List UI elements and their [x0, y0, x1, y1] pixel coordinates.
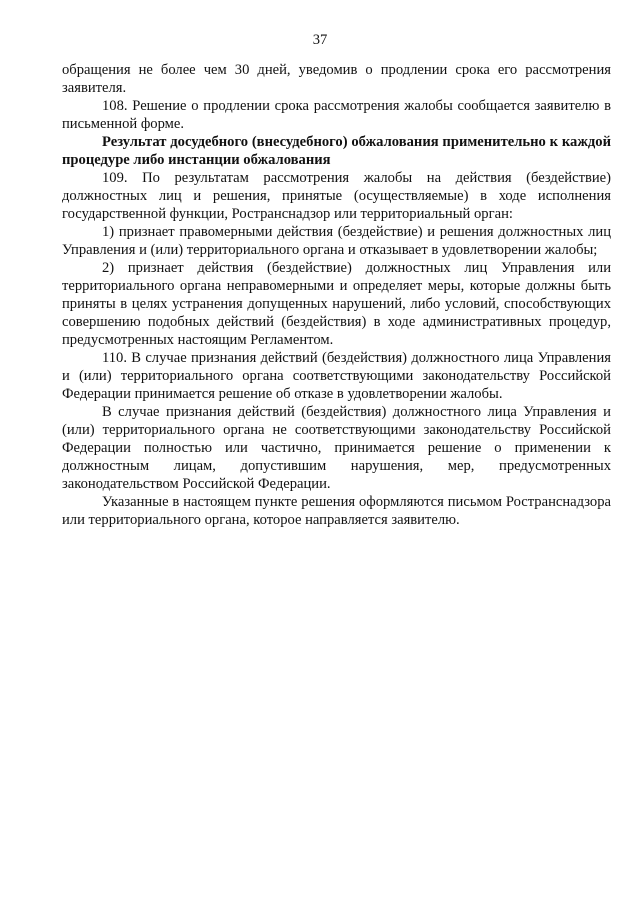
- paragraph-continuation: обращения не более чем 30 дней, уведомив о продлении срока его рассмотрения заявителя.: [62, 62, 611, 96]
- section-heading: Результат досудебного (внесудебного) обжалования применительно к каждой процедуре либо инстанции обжалования: [62, 134, 611, 168]
- list-item-2: 2) признает действия (бездействие) должностных лиц Управления или территориального органа неправомерными и определяет меры, которые должны быть приняты в целях устранения допущенных нарушений, либо условий, способствующих совершению подобных действий (бездействия) в ходе административных процедур, предусмотренных настоящим Регламентом.: [62, 260, 611, 348]
- paragraph-110-non-compliance: В случае признания действий (бездействия) должностного лица Управления и (или) территориального органа не соответствующими законодательству Российской Федерации полностью или частично, принимается решение о применении к должностным лицам, допустившим нарушения, мер, предусмотренных законодательством Российской Федерации.: [62, 404, 611, 492]
- paragraph-108: 108. Решение о продлении срока рассмотрения жалобы сообщается заявителю в письменной форме.: [62, 98, 611, 132]
- page-number: 37: [312, 32, 328, 48]
- paragraph-110: 110. В случае признания действий (бездействия) должностного лица Управления и (или) территориального органа соответствующими законодательству Российской Федерации принимается решение об отказе в удовлетворении жалобы.: [62, 350, 611, 402]
- paragraph-109: 109. По результатам рассмотрения жалобы на действия (бездействие) должностных лиц и решения, принятые (осуществляемые) в ходе исполнения государственной функции, Ространснадзор или территориальный орган:: [62, 170, 611, 222]
- paragraph-110-letter: Указанные в настоящем пункте решения оформляются письмом Ространснадзора или территориального органа, которое направляется заявителю.: [62, 494, 611, 528]
- document-body: [62, 61, 611, 529]
- list-item-1: 1) признает правомерными действия (бездействие) и решения должностных лиц Управления и (или) территориального органа и отказывает в удовлетворении жалобы;: [62, 224, 611, 258]
